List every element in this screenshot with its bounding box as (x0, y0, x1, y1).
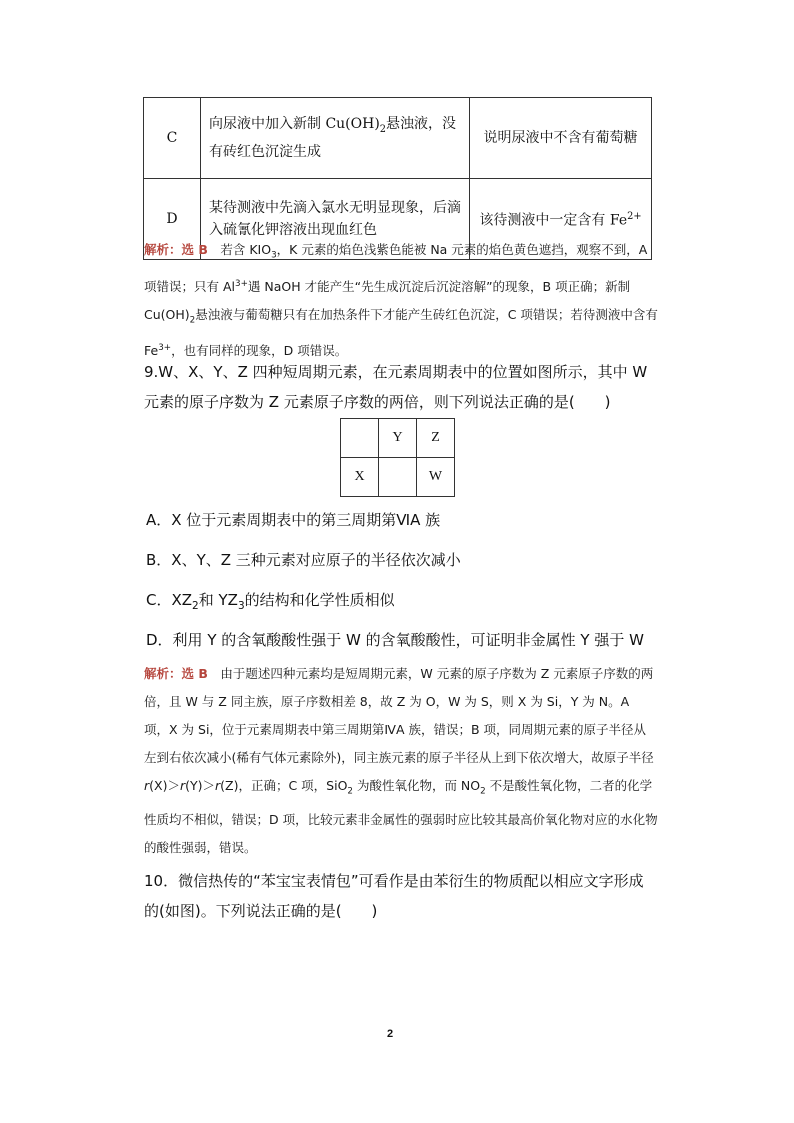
experiment-cell: 某待测液中先滴入氯水无明显现象，后滴入硫氰化钾溶液出现血红色 (201, 179, 470, 260)
option-d: D．利用 Y 的含氧酸酸性强于 W 的含氧酸酸性，可证明非金属性 Y 强于 W (146, 631, 644, 649)
question-9-stem: 9.W、X、Y、Z 四种短周期元素，在元素周期表中的位置如图所示，其中 W 元素的原子序数为 Z 元素原子序数的两倍，则下列说法正确的是( ) (144, 363, 648, 411)
experiment-cell: 向尿液中加入新制 $Cu(OH)_2$悬浊液，没有砖红色沉淀生成 (201, 98, 470, 179)
question-10-stem: 10．微信热传的“苯宝宝表情包”可看作是由苯衍生的物质配以相应文字形成的(如图)。下列说法正确的是( ) (144, 872, 644, 920)
option-b: B．X、Y、Z 三种元素对应原子的半径依次减小 (146, 551, 461, 569)
option-c: C．$XZ_2$和 $YZ_3$的结构和化学性质相似 (146, 591, 395, 612)
grid-cell: Z (417, 419, 455, 458)
table-row (144, 98, 652, 179)
grid-cell: X (341, 458, 379, 497)
conclusion-cell: 说明尿液中不含有葡萄糖 (470, 98, 652, 179)
grid-cell: Y (379, 419, 417, 458)
periodic-grid (340, 418, 455, 497)
conclusion-cell: 该待测液中一定含有 $Fe^{2+}$ (470, 179, 652, 260)
analysis-q8: 解析：选 B 若含 $KIO_3$，K 元素的焰色浅紫色能被 Na 元素的焰色黄色遮挡，观察不到，A 项错误；只有 $Al^{3+}$遇 NaOH 才能产生“先生成沉淀后沉淀溶解”的现象，B 项正确；新制 $Cu(OH)_2$悬浊液与葡萄糖只有在加热条件下才能产生砖红色沉淀，C 项错误；若待测液中含有 $Fe^{3+}$，也有同样的现象，D 项错误。 (144, 242, 658, 359)
row-label: D (144, 179, 201, 260)
grid-cell (341, 419, 379, 458)
page-number: 2 (387, 1028, 394, 1040)
analysis-q9: 解析：选 B 由于题述四种元素均是短周期元素，W 元素的原子序数为 Z 元素原子序数的两倍，且 W 与 Z 同主族，原子序数相差 8，故 Z 为 O，W 为 S，则 X 为 Si，Y 为 N。A 项，X 为 Si，位于元素周期表中第三周期第ⅣA 族，错误；B 项，同周期元素的原子半径从左到右依次减小(稀有气体元素除外)，同主族元素的原子半径从上到下依次增大，故原子半径 r(X)＞r(Y)＞r(Z)，正确；C 项，SiO$_2$ 为酸性氧化物，而 $NO_2$ 不是酸性氧化物，二者的化学性质均不相似，错误；D 项，比较元素非金属性的强弱时应比较其最高价氧化物对应的水化物的酸性强弱，错误。 (144, 666, 658, 855)
row-label: C (144, 98, 201, 179)
grid-cell: W (417, 458, 455, 497)
option-a: A．X 位于元素周期表中的第三周期第ⅥA 族 (146, 511, 441, 529)
grid-cell (379, 458, 417, 497)
